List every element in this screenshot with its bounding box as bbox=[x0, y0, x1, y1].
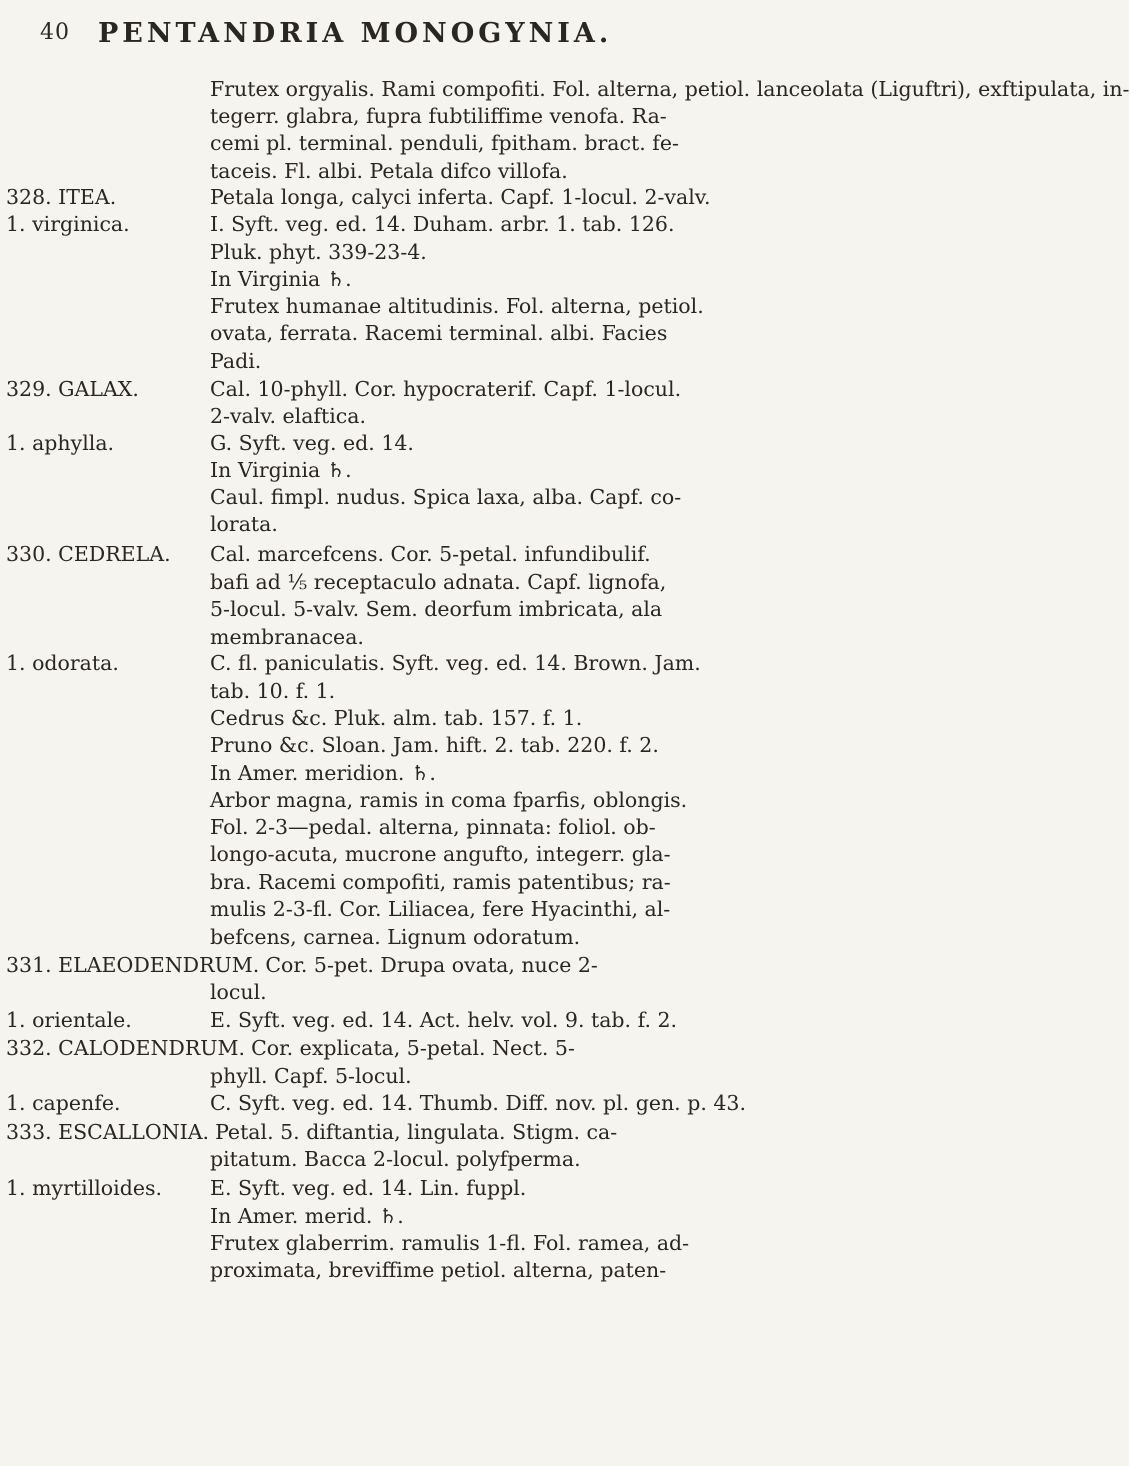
text-line: Cal. 10-phyll. Cor. hypocraterif. Capf. 1-locul. bbox=[210, 377, 682, 401]
entry-label: 330. CEDRELA. bbox=[6, 542, 171, 566]
running-title: PENTANDRIA MONOGYNIA. bbox=[98, 18, 613, 49]
text-line: locul. bbox=[210, 980, 267, 1004]
text-line: Cor. 5-pet. Drupa ovata, nuce 2- bbox=[265, 953, 598, 977]
text-line: cemi pl. terminal. penduli, fpitham. bract. fe- bbox=[210, 131, 679, 155]
text-line: Petala longa, calyci inferta. Capf. 1-locul. 2-valv. bbox=[210, 185, 711, 209]
text-line: In Amer. merid. ♄. bbox=[210, 1204, 404, 1228]
text-line: Fol. 2-3—pedal. alterna, pinnata: foliol. ob- bbox=[210, 815, 656, 839]
entry-label: 1. virginica. bbox=[6, 212, 130, 236]
text-line: bafi ad ⅕ receptaculo adnata. Capf. lignofa, bbox=[210, 570, 667, 594]
text-line: 5-locul. 5-valv. Sem. deorfum imbricata, ala bbox=[210, 597, 663, 621]
text-line: lorata. bbox=[210, 512, 278, 536]
page-number: 40 bbox=[40, 20, 70, 45]
text-line: taceis. Fl. albi. Petala difco villofa. bbox=[210, 159, 568, 183]
text-line: pitatum. Bacca 2-locul. polyfperma. bbox=[210, 1147, 581, 1171]
text-line: In Virginia ♄. bbox=[210, 458, 352, 482]
text-line: Caul. fimpl. nudus. Spica laxa, alba. Capf. co- bbox=[210, 485, 682, 509]
entry-label: 1. capenfe. bbox=[6, 1091, 121, 1115]
text-line: mulis 2-3-fl. Cor. Liliacea, fere Hyacinthi, al- bbox=[210, 897, 671, 921]
text-line: befcens, carnea. Lignum odoratum. bbox=[210, 925, 581, 949]
text-line: G. Syft. veg. ed. 14. bbox=[210, 431, 414, 455]
text-line: Cal. marcefcens. Cor. 5-petal. infundibulif. bbox=[210, 542, 651, 566]
text-line: tab. 10. f. 1. bbox=[210, 679, 336, 703]
text-line: Padi. bbox=[210, 349, 262, 373]
text-line: Petal. 5. diftantia, lingulata. Stigm. ca- bbox=[215, 1120, 618, 1144]
text-line: Pruno &c. Sloan. Jam. hift. 2. tab. 220. f. 2. bbox=[210, 733, 659, 757]
entry-label: 332. CALODENDRUM. bbox=[6, 1036, 246, 1060]
text-line: tegerr. glabra, fupra fubtiliffime venofa. Ra- bbox=[210, 104, 667, 128]
entry-label: 328. ITEA. bbox=[6, 185, 117, 209]
entry-label: 329. GALAX. bbox=[6, 377, 139, 401]
entry-label: 1. myrtilloides. bbox=[6, 1176, 162, 1200]
text-line: membranacea. bbox=[210, 625, 364, 649]
text-line: Cedrus &c. Pluk. alm. tab. 157. f. 1. bbox=[210, 706, 583, 730]
entry-label: 331. ELAEODENDRUM. bbox=[6, 953, 260, 977]
text-line: proximata, breviffime petiol. alterna, paten- bbox=[210, 1258, 667, 1282]
text-line: In Virginia ♄. bbox=[210, 267, 352, 291]
text-line: I. Syft. veg. ed. 14. Duham. arbr. 1. tab. 126. bbox=[210, 212, 675, 236]
text-line: C. fl. paniculatis. Syft. veg. ed. 14. Brown. Jam. bbox=[210, 651, 701, 675]
text-line: Frutex glaberrim. ramulis 1-fl. Fol. ramea, ad- bbox=[210, 1231, 690, 1255]
entry-label: 1. orientale. bbox=[6, 1008, 132, 1032]
text-line: E. Syft. veg. ed. 14. Act. helv. vol. 9. tab. f. 2. bbox=[210, 1008, 678, 1032]
text-line: C. Syft. veg. ed. 14. Thumb. Diff. nov. pl. gen. p. 43. bbox=[210, 1091, 746, 1115]
text-line: Arbor magna, ramis in coma fparfis, oblongis. bbox=[210, 788, 688, 812]
text-line: ovata, ferrata. Racemi terminal. albi. Facies bbox=[210, 321, 668, 345]
page-header bbox=[40, 20, 760, 60]
text-line: In Amer. meridion. ♄. bbox=[210, 761, 436, 785]
entry-label: 333. ESCALLONIA. bbox=[6, 1120, 210, 1144]
text-line: Frutex orgyalis. Rami compofiti. Fol. alterna, petiol. lanceolata (Liguftri), exftipulata, in- bbox=[210, 77, 1129, 101]
text-line: Cor. explicata, 5-petal. Nect. 5- bbox=[251, 1036, 575, 1060]
text-line: longo-acuta, mucrone angufto, integerr. gla- bbox=[210, 842, 671, 866]
text-line: E. Syft. veg. ed. 14. Lin. fuppl. bbox=[210, 1176, 527, 1200]
text-line: Frutex humanae altitudinis. Fol. alterna, petiol. bbox=[210, 294, 704, 318]
text-line: Pluk. phyt. 339-23-4. bbox=[210, 240, 427, 264]
text-line: phyll. Capf. 5-locul. bbox=[210, 1064, 412, 1088]
text-line: bra. Racemi compofiti, ramis patentibus; ra- bbox=[210, 870, 671, 894]
entry-label: 1. odorata. bbox=[6, 651, 119, 675]
entry-label: 1. aphylla. bbox=[6, 431, 115, 455]
text-line: 2-valv. elaftica. bbox=[210, 404, 367, 428]
